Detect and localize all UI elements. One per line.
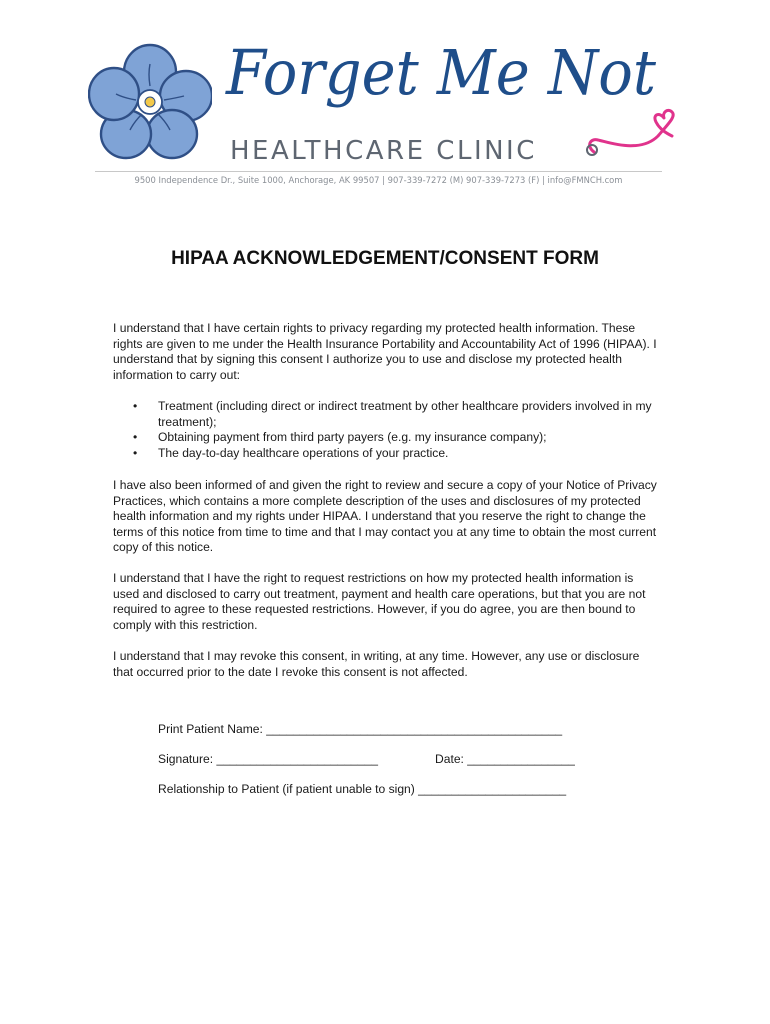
brand-subtitle: HEALTHCARE CLINIC [230, 136, 537, 166]
restrictions-paragraph: I understand that I have the right to request restrictions on how my protected health information is used and disclosed to carry out treatment, payment and health care operations, but that you are not required to agree to these requested restrictions. However, if you do agree, you are then bound to comply with this restriction. [113, 571, 646, 632]
brand-name-text: Forget Me Not [225, 36, 657, 109]
list-item [133, 446, 663, 462]
contact-info-line: 9500 Independence Dr., Suite 1000, Anchorage, AK 99507 | 907-339-7272 (M) 907-339-7273 (F) | info@FMNCH.com [134, 175, 623, 185]
intro-paragraph: I understand that I have certain rights to privacy regarding my protected health information. These rights are given to me under the Health Insurance Portability and Accountability Act of 1996 (HIPAA). I understand that by signing this consent I authorize you to use and disclose my protected health information to carry out: [113, 321, 657, 382]
bullet-icon: • [133, 445, 138, 460]
header-divider [95, 171, 662, 172]
heart-ribbon-icon [580, 100, 690, 162]
list-item-text: Obtaining payment from third party payers (e.g. my insurance company); [158, 430, 547, 445]
forget-me-not-flower-logo [88, 42, 212, 160]
consent-purposes-list [133, 399, 663, 461]
bullet-icon: • [133, 399, 138, 413]
date-field[interactable]: Date: ________________ [435, 752, 575, 766]
list-item-text: Treatment (including direct or indirect treatment by other healthcare providers involved in my treatment); [158, 399, 652, 429]
notice-paragraph: I have also been informed of and given the right to review and secure a copy of your Notice of Privacy Practices, which contains a more complete description of the uses and disclosures of my protected health information and my rights under HIPAA. I understand that you reserve the right to change the terms of this notice from time to time and that I may contact you at any time to obtain the most current copy of this notice. [113, 478, 657, 555]
list-item [133, 430, 663, 446]
signature-field[interactable]: Signature: ________________________ [158, 752, 378, 766]
print-patient-name-field[interactable]: Print Patient Name: ____________________________________________ [158, 722, 563, 736]
list-item-text: The day-to-day healthcare operations of your practice. [158, 445, 449, 460]
bullet-icon: • [133, 430, 138, 445]
revoke-paragraph: I understand that I may revoke this consent, in writing, at any time. However, any use or disclosure that occurred prior to the date I revoke this consent is not affected. [113, 649, 640, 679]
list-item [133, 399, 663, 430]
form-title: HIPAA ACKNOWLEDGEMENT/CONSENT FORM [171, 248, 599, 269]
relationship-field[interactable]: Relationship to Patient (if patient unable to sign) ______________________ [158, 782, 567, 796]
